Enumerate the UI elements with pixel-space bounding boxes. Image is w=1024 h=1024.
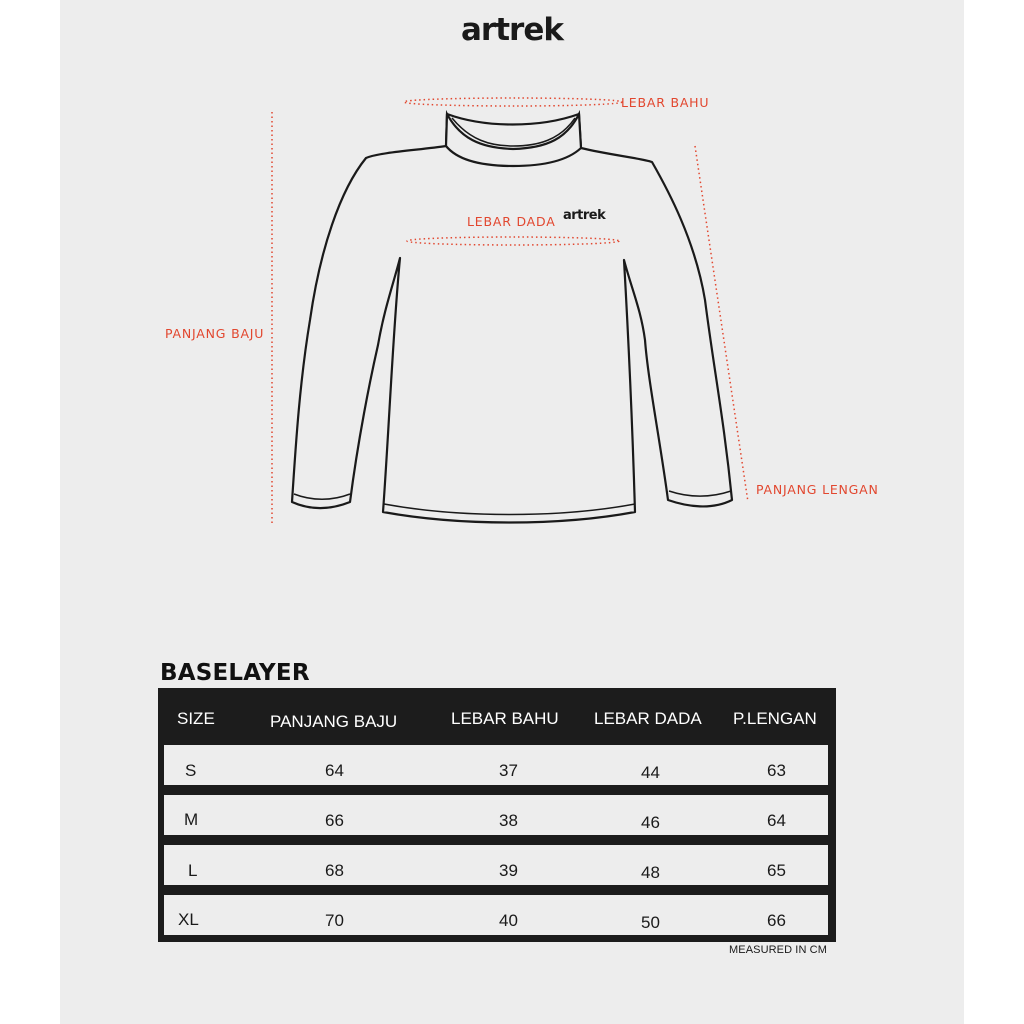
table-row xyxy=(164,845,828,885)
label-panjang-lengan: PANJANG LENGAN xyxy=(756,482,879,497)
size-table xyxy=(158,688,836,942)
header-size: SIZE xyxy=(177,709,215,728)
cell-p-lengan: 64 xyxy=(767,811,786,830)
shoulder-guide xyxy=(404,98,622,106)
table-row xyxy=(164,895,828,935)
cell-lebar-bahu: 37 xyxy=(499,761,518,780)
header-p-lengan: P.LENGAN xyxy=(733,709,817,728)
table-header xyxy=(158,688,836,742)
cell-size: M xyxy=(184,810,199,829)
cell-size: S xyxy=(185,761,197,780)
chest-logo: artrek xyxy=(563,208,606,223)
cell-lebar-dada: 44 xyxy=(641,763,660,782)
table-title: BASELAYER xyxy=(160,660,310,686)
cell-p-lengan: 65 xyxy=(767,861,786,880)
cell-lebar-bahu: 39 xyxy=(499,861,518,880)
cell-panjang-baju: 70 xyxy=(325,911,344,930)
cell-lebar-bahu: 40 xyxy=(499,911,518,930)
cell-lebar-dada: 46 xyxy=(641,813,660,832)
cell-lebar-dada: 48 xyxy=(641,863,660,882)
label-lebar-bahu: LEBAR BAHU xyxy=(621,95,710,110)
cell-panjang-baju: 64 xyxy=(325,761,344,780)
cell-size: XL xyxy=(178,910,199,929)
brand-logo: artrek xyxy=(461,12,563,48)
header-lebar-bahu: LEBAR BAHU xyxy=(451,709,559,728)
cell-panjang-baju: 68 xyxy=(325,861,344,880)
table-row xyxy=(164,795,828,835)
units-note: MEASURED IN CM xyxy=(729,944,827,956)
cell-lebar-bahu: 38 xyxy=(499,811,518,830)
cell-p-lengan: 66 xyxy=(767,911,786,930)
header-lebar-dada: LEBAR DADA xyxy=(594,709,702,728)
table-row xyxy=(164,745,828,785)
label-panjang-baju: PANJANG BAJU xyxy=(165,326,265,341)
cell-lebar-dada: 50 xyxy=(641,913,660,932)
cell-p-lengan: 63 xyxy=(767,761,786,780)
header-panjang-baju: PANJANG BAJU xyxy=(270,712,398,731)
label-lebar-dada: LEBAR DADA xyxy=(467,214,556,229)
cell-size: L xyxy=(188,861,198,880)
cell-panjang-baju: 66 xyxy=(325,811,344,830)
shirt-outline xyxy=(292,114,732,523)
